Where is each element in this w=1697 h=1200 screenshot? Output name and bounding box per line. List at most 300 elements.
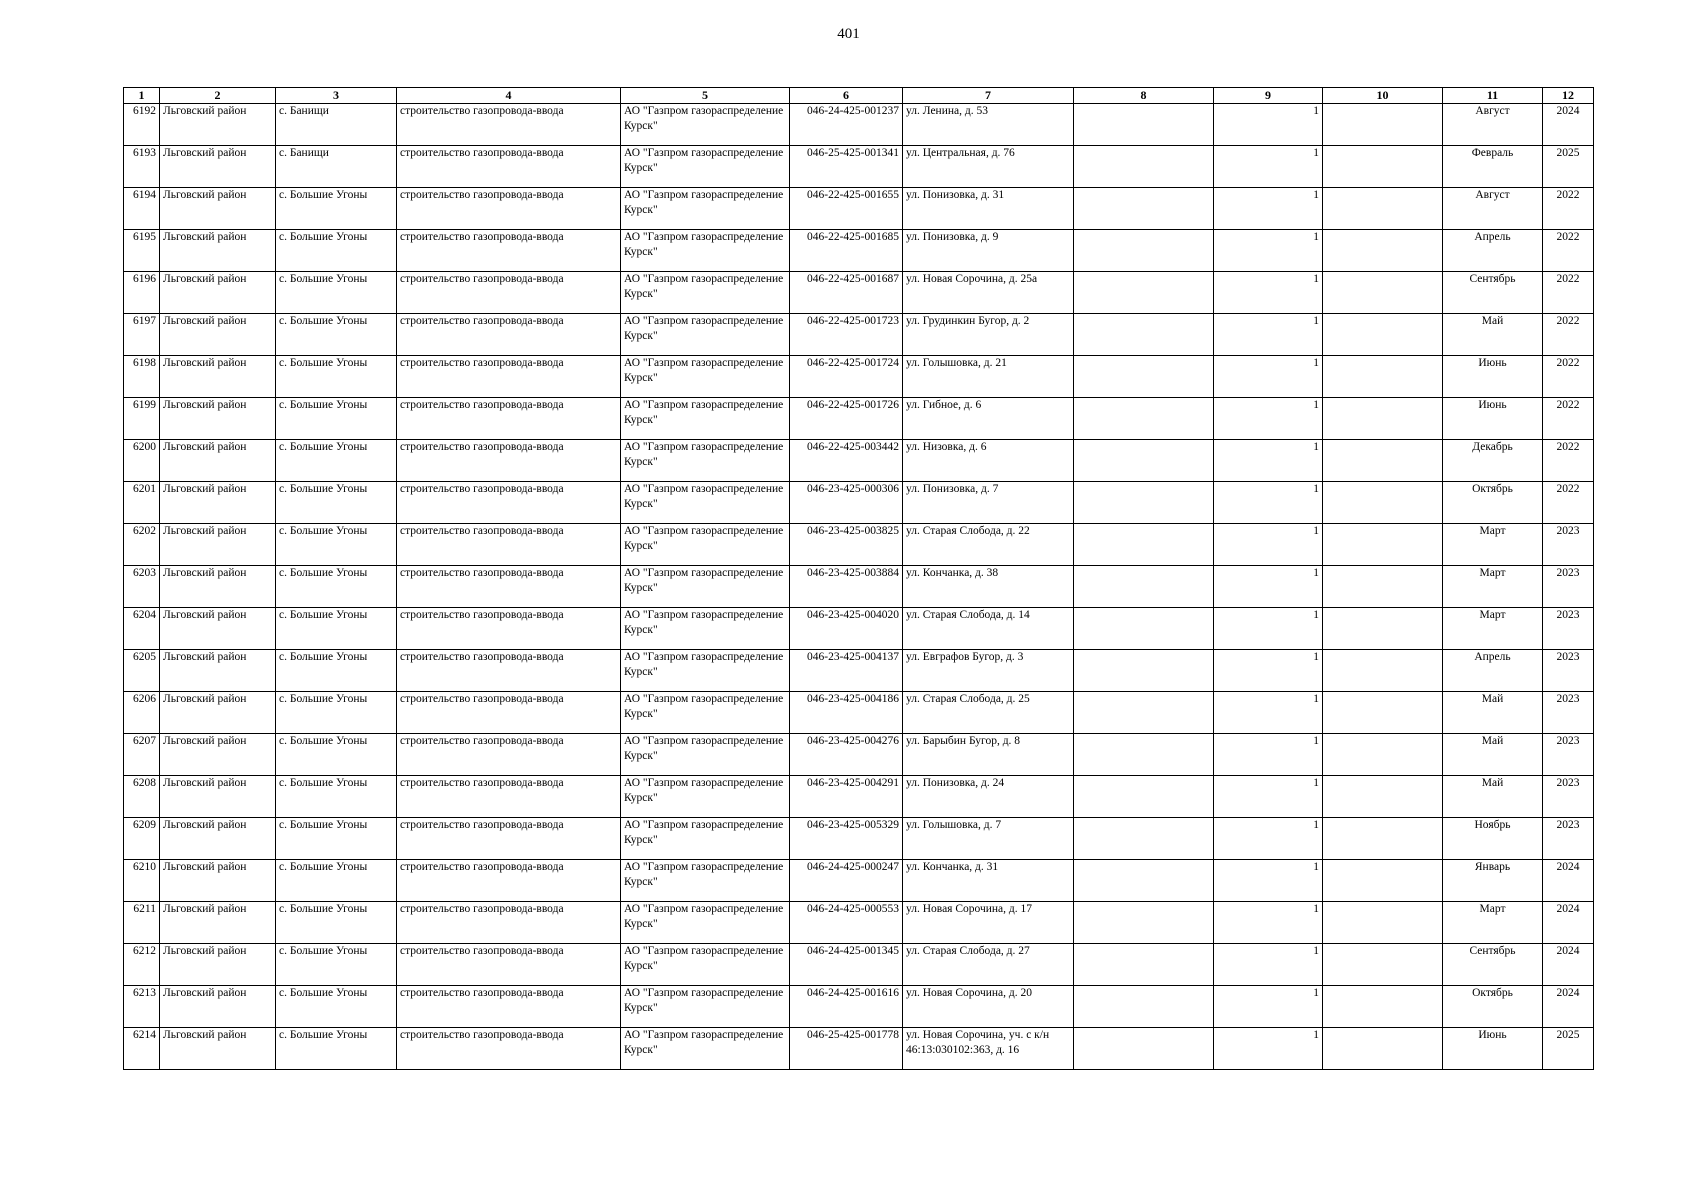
cell-settlement: с. Большие Угоны — [276, 986, 397, 1028]
table-row — [124, 188, 1594, 230]
cell-col-8 — [1074, 524, 1214, 566]
cell-organization: АО "Газпром газораспределение Курск" — [621, 566, 790, 608]
table-row — [124, 650, 1594, 692]
cell-col-10 — [1323, 398, 1443, 440]
column-header-5: 5 — [621, 88, 790, 104]
cell-settlement: с. Большие Угоны — [276, 440, 397, 482]
table-row — [124, 692, 1594, 734]
cell-organization: АО "Газпром газораспределение Курск" — [621, 860, 790, 902]
cell-quantity: 1 — [1214, 734, 1323, 776]
cell-col-10 — [1323, 986, 1443, 1028]
cell-address: ул. Старая Слобода, д. 22 — [903, 524, 1074, 566]
cell-object-code: 046-23-425-003884 — [790, 566, 903, 608]
cell-month: Апрель — [1443, 230, 1543, 272]
cell-col-8 — [1074, 482, 1214, 524]
cell-district: Льговский район — [160, 566, 276, 608]
cell-settlement: с. Большие Угоны — [276, 650, 397, 692]
cell-object-code: 046-22-425-001723 — [790, 314, 903, 356]
cell-year: 2024 — [1543, 902, 1594, 944]
cell-district: Льговский район — [160, 1028, 276, 1070]
cell-work-type: строительство газопровода-ввода — [397, 230, 621, 272]
cell-settlement: с. Большие Угоны — [276, 860, 397, 902]
cell-col-8 — [1074, 650, 1214, 692]
cell-address: ул. Барыбин Бугор, д. 8 — [903, 734, 1074, 776]
cell-year: 2022 — [1543, 314, 1594, 356]
column-header-3: 3 — [276, 88, 397, 104]
cell-district: Льговский район — [160, 398, 276, 440]
cell-row-number: 6212 — [124, 944, 160, 986]
cell-col-8 — [1074, 1028, 1214, 1070]
cell-col-10 — [1323, 440, 1443, 482]
cell-address: ул. Понизовка, д. 9 — [903, 230, 1074, 272]
table-row — [124, 314, 1594, 356]
cell-settlement: с. Большие Угоны — [276, 1028, 397, 1070]
cell-organization: АО "Газпром газораспределение Курск" — [621, 482, 790, 524]
cell-object-code: 046-22-425-001685 — [790, 230, 903, 272]
cell-row-number: 6206 — [124, 692, 160, 734]
cell-settlement: с. Банищи — [276, 104, 397, 146]
table-row — [124, 356, 1594, 398]
cell-work-type: строительство газопровода-ввода — [397, 902, 621, 944]
cell-address: ул. Гибное, д. 6 — [903, 398, 1074, 440]
cell-address: ул. Кончанка, д. 31 — [903, 860, 1074, 902]
cell-year: 2023 — [1543, 650, 1594, 692]
cell-district: Льговский район — [160, 230, 276, 272]
cell-quantity: 1 — [1214, 440, 1323, 482]
cell-row-number: 6208 — [124, 776, 160, 818]
cell-object-code: 046-23-425-004276 — [790, 734, 903, 776]
cell-object-code: 046-24-425-001237 — [790, 104, 903, 146]
cell-settlement: с. Большие Угоны — [276, 902, 397, 944]
cell-year: 2023 — [1543, 734, 1594, 776]
cell-address: ул. Низовка, д. 6 — [903, 440, 1074, 482]
table-body — [124, 104, 1594, 1070]
cell-quantity: 1 — [1214, 1028, 1323, 1070]
table-row — [124, 398, 1594, 440]
cell-year: 2022 — [1543, 482, 1594, 524]
registry-table — [123, 87, 1594, 1070]
cell-col-8 — [1074, 608, 1214, 650]
cell-month: Февраль — [1443, 146, 1543, 188]
cell-work-type: строительство газопровода-ввода — [397, 734, 621, 776]
cell-organization: АО "Газпром газораспределение Курск" — [621, 1028, 790, 1070]
cell-month: Сентябрь — [1443, 944, 1543, 986]
table-row — [124, 734, 1594, 776]
cell-address: ул. Старая Слобода, д. 27 — [903, 944, 1074, 986]
cell-year: 2022 — [1543, 230, 1594, 272]
table-row — [124, 230, 1594, 272]
table-row — [124, 608, 1594, 650]
cell-year: 2024 — [1543, 860, 1594, 902]
cell-col-8 — [1074, 230, 1214, 272]
cell-work-type: строительство газопровода-ввода — [397, 650, 621, 692]
table-row — [124, 104, 1594, 146]
table-row — [124, 146, 1594, 188]
cell-organization: АО "Газпром газораспределение Курск" — [621, 986, 790, 1028]
column-header-9: 9 — [1214, 88, 1323, 104]
cell-col-8 — [1074, 188, 1214, 230]
cell-quantity: 1 — [1214, 986, 1323, 1028]
cell-year: 2024 — [1543, 986, 1594, 1028]
cell-settlement: с. Большие Угоны — [276, 566, 397, 608]
cell-district: Льговский район — [160, 818, 276, 860]
cell-quantity: 1 — [1214, 650, 1323, 692]
cell-col-10 — [1323, 650, 1443, 692]
cell-quantity: 1 — [1214, 146, 1323, 188]
cell-settlement: с. Большие Угоны — [276, 776, 397, 818]
cell-row-number: 6213 — [124, 986, 160, 1028]
cell-organization: АО "Газпром газораспределение Курск" — [621, 608, 790, 650]
cell-quantity: 1 — [1214, 272, 1323, 314]
cell-address: ул. Новая Сорочина, д. 20 — [903, 986, 1074, 1028]
cell-district: Льговский район — [160, 692, 276, 734]
cell-row-number: 6203 — [124, 566, 160, 608]
cell-object-code: 046-23-425-003825 — [790, 524, 903, 566]
cell-work-type: строительство газопровода-ввода — [397, 608, 621, 650]
cell-col-10 — [1323, 482, 1443, 524]
cell-month: Октябрь — [1443, 482, 1543, 524]
cell-work-type: строительство газопровода-ввода — [397, 440, 621, 482]
cell-month: Март — [1443, 902, 1543, 944]
cell-object-code: 046-24-425-000247 — [790, 860, 903, 902]
cell-month: Май — [1443, 314, 1543, 356]
cell-work-type: строительство газопровода-ввода — [397, 986, 621, 1028]
cell-address: ул. Понизовка, д. 7 — [903, 482, 1074, 524]
cell-row-number: 6195 — [124, 230, 160, 272]
cell-address: ул. Старая Слобода, д. 25 — [903, 692, 1074, 734]
cell-col-8 — [1074, 272, 1214, 314]
cell-object-code: 046-25-425-001341 — [790, 146, 903, 188]
cell-year: 2023 — [1543, 566, 1594, 608]
cell-district: Льговский район — [160, 104, 276, 146]
cell-col-8 — [1074, 944, 1214, 986]
cell-object-code: 046-24-425-000553 — [790, 902, 903, 944]
cell-settlement: с. Большие Угоны — [276, 692, 397, 734]
cell-row-number: 6204 — [124, 608, 160, 650]
cell-col-10 — [1323, 272, 1443, 314]
table-row — [124, 272, 1594, 314]
cell-address: ул. Голышовка, д. 7 — [903, 818, 1074, 860]
cell-col-8 — [1074, 692, 1214, 734]
cell-col-10 — [1323, 902, 1443, 944]
cell-address: ул. Понизовка, д. 24 — [903, 776, 1074, 818]
cell-col-10 — [1323, 524, 1443, 566]
cell-year: 2023 — [1543, 524, 1594, 566]
cell-organization: АО "Газпром газораспределение Курск" — [621, 188, 790, 230]
cell-row-number: 6211 — [124, 902, 160, 944]
cell-quantity: 1 — [1214, 356, 1323, 398]
cell-year: 2023 — [1543, 692, 1594, 734]
cell-organization: АО "Газпром газораспределение Курск" — [621, 314, 790, 356]
cell-col-8 — [1074, 440, 1214, 482]
cell-district: Льговский район — [160, 440, 276, 482]
cell-settlement: с. Банищи — [276, 146, 397, 188]
cell-object-code: 046-24-425-001345 — [790, 944, 903, 986]
cell-settlement: с. Большие Угоны — [276, 230, 397, 272]
cell-quantity: 1 — [1214, 482, 1323, 524]
cell-organization: АО "Газпром газораспределение Курск" — [621, 692, 790, 734]
cell-object-code: 046-22-425-001724 — [790, 356, 903, 398]
table-row — [124, 860, 1594, 902]
cell-month: Июнь — [1443, 398, 1543, 440]
cell-district: Льговский район — [160, 356, 276, 398]
cell-work-type: строительство газопровода-ввода — [397, 188, 621, 230]
cell-organization: АО "Газпром газораспределение Курск" — [621, 734, 790, 776]
cell-object-code: 046-25-425-001778 — [790, 1028, 903, 1070]
cell-address: ул. Старая Слобода, д. 14 — [903, 608, 1074, 650]
cell-organization: АО "Газпром газораспределение Курск" — [621, 146, 790, 188]
cell-work-type: строительство газопровода-ввода — [397, 482, 621, 524]
column-header-4: 4 — [397, 88, 621, 104]
cell-row-number: 6207 — [124, 734, 160, 776]
cell-month: Октябрь — [1443, 986, 1543, 1028]
cell-quantity: 1 — [1214, 944, 1323, 986]
cell-address: ул. Грудинкин Бугор, д. 2 — [903, 314, 1074, 356]
page-number: 401 — [837, 26, 860, 42]
table-row — [124, 776, 1594, 818]
cell-district: Льговский район — [160, 146, 276, 188]
cell-row-number: 6199 — [124, 398, 160, 440]
cell-settlement: с. Большие Угоны — [276, 188, 397, 230]
cell-address: ул. Голышовка, д. 21 — [903, 356, 1074, 398]
cell-col-8 — [1074, 734, 1214, 776]
cell-col-8 — [1074, 860, 1214, 902]
cell-quantity: 1 — [1214, 104, 1323, 146]
cell-col-10 — [1323, 146, 1443, 188]
cell-year: 2025 — [1543, 146, 1594, 188]
cell-address: ул. Кончанка, д. 38 — [903, 566, 1074, 608]
cell-month: Сентябрь — [1443, 272, 1543, 314]
cell-organization: АО "Газпром газораспределение Курск" — [621, 902, 790, 944]
cell-col-10 — [1323, 818, 1443, 860]
cell-object-code: 046-22-425-001726 — [790, 398, 903, 440]
cell-col-8 — [1074, 818, 1214, 860]
cell-year: 2022 — [1543, 398, 1594, 440]
cell-row-number: 6194 — [124, 188, 160, 230]
cell-object-code: 046-23-425-000306 — [790, 482, 903, 524]
cell-work-type: строительство газопровода-ввода — [397, 818, 621, 860]
cell-quantity: 1 — [1214, 902, 1323, 944]
cell-work-type: строительство газопровода-ввода — [397, 692, 621, 734]
table-row — [124, 944, 1594, 986]
cell-district: Льговский район — [160, 608, 276, 650]
cell-row-number: 6205 — [124, 650, 160, 692]
table-row — [124, 986, 1594, 1028]
cell-district: Льговский район — [160, 902, 276, 944]
cell-year: 2022 — [1543, 272, 1594, 314]
cell-organization: АО "Газпром газораспределение Курск" — [621, 650, 790, 692]
cell-settlement: с. Большие Угоны — [276, 272, 397, 314]
cell-col-8 — [1074, 776, 1214, 818]
cell-district: Льговский район — [160, 272, 276, 314]
cell-row-number: 6214 — [124, 1028, 160, 1070]
cell-month: Декабрь — [1443, 440, 1543, 482]
cell-district: Льговский район — [160, 524, 276, 566]
cell-month: Март — [1443, 566, 1543, 608]
cell-object-code: 046-23-425-004137 — [790, 650, 903, 692]
cell-month: Июнь — [1443, 1028, 1543, 1070]
cell-month: Январь — [1443, 860, 1543, 902]
cell-year: 2022 — [1543, 356, 1594, 398]
cell-col-10 — [1323, 188, 1443, 230]
cell-month: Май — [1443, 734, 1543, 776]
cell-object-code: 046-23-425-005329 — [790, 818, 903, 860]
cell-work-type: строительство газопровода-ввода — [397, 104, 621, 146]
cell-col-10 — [1323, 566, 1443, 608]
cell-col-8 — [1074, 902, 1214, 944]
cell-quantity: 1 — [1214, 860, 1323, 902]
column-header-6: 6 — [790, 88, 903, 104]
cell-work-type: строительство газопровода-ввода — [397, 272, 621, 314]
cell-work-type: строительство газопровода-ввода — [397, 776, 621, 818]
cell-object-code: 046-22-425-001655 — [790, 188, 903, 230]
cell-organization: АО "Газпром газораспределение Курск" — [621, 398, 790, 440]
cell-address: ул. Центральная, д. 76 — [903, 146, 1074, 188]
cell-object-code: 046-22-425-003442 — [790, 440, 903, 482]
cell-month: Март — [1443, 608, 1543, 650]
cell-row-number: 6192 — [124, 104, 160, 146]
cell-object-code: 046-23-425-004291 — [790, 776, 903, 818]
cell-col-8 — [1074, 104, 1214, 146]
cell-row-number: 6209 — [124, 818, 160, 860]
cell-col-10 — [1323, 314, 1443, 356]
cell-quantity: 1 — [1214, 398, 1323, 440]
table-row — [124, 818, 1594, 860]
cell-row-number: 6200 — [124, 440, 160, 482]
cell-year: 2024 — [1543, 104, 1594, 146]
cell-month: Май — [1443, 776, 1543, 818]
cell-address: ул. Евграфов Бугор, д. 3 — [903, 650, 1074, 692]
cell-col-10 — [1323, 104, 1443, 146]
table-row — [124, 902, 1594, 944]
cell-month: Март — [1443, 524, 1543, 566]
table-header — [124, 88, 1594, 104]
cell-work-type: строительство газопровода-ввода — [397, 146, 621, 188]
cell-district: Льговский район — [160, 482, 276, 524]
cell-quantity: 1 — [1214, 524, 1323, 566]
cell-organization: АО "Газпром газораспределение Курск" — [621, 356, 790, 398]
cell-col-8 — [1074, 146, 1214, 188]
cell-settlement: с. Большие Угоны — [276, 818, 397, 860]
cell-work-type: строительство газопровода-ввода — [397, 1028, 621, 1070]
cell-month: Май — [1443, 692, 1543, 734]
cell-object-code: 046-22-425-001687 — [790, 272, 903, 314]
table-row — [124, 1028, 1594, 1070]
cell-col-10 — [1323, 230, 1443, 272]
cell-col-10 — [1323, 608, 1443, 650]
cell-work-type: строительство газопровода-ввода — [397, 314, 621, 356]
cell-district: Льговский район — [160, 188, 276, 230]
table-row — [124, 566, 1594, 608]
cell-address: ул. Понизовка, д. 31 — [903, 188, 1074, 230]
cell-work-type: строительство газопровода-ввода — [397, 566, 621, 608]
cell-month: Июнь — [1443, 356, 1543, 398]
cell-row-number: 6193 — [124, 146, 160, 188]
cell-year: 2022 — [1543, 188, 1594, 230]
cell-year: 2023 — [1543, 818, 1594, 860]
header-row — [124, 88, 1594, 104]
cell-col-10 — [1323, 860, 1443, 902]
cell-settlement: с. Большие Угоны — [276, 398, 397, 440]
cell-quantity: 1 — [1214, 188, 1323, 230]
cell-object-code: 046-23-425-004020 — [790, 608, 903, 650]
cell-quantity: 1 — [1214, 566, 1323, 608]
cell-district: Льговский район — [160, 944, 276, 986]
cell-settlement: с. Большие Угоны — [276, 314, 397, 356]
cell-quantity: 1 — [1214, 818, 1323, 860]
cell-district: Льговский район — [160, 650, 276, 692]
column-header-12: 12 — [1543, 88, 1594, 104]
cell-organization: АО "Газпром газораспределение Курск" — [621, 440, 790, 482]
cell-row-number: 6202 — [124, 524, 160, 566]
cell-quantity: 1 — [1214, 314, 1323, 356]
cell-settlement: с. Большие Угоны — [276, 356, 397, 398]
cell-work-type: строительство газопровода-ввода — [397, 944, 621, 986]
cell-year: 2023 — [1543, 776, 1594, 818]
cell-organization: АО "Газпром газораспределение Курск" — [621, 104, 790, 146]
table-row — [124, 482, 1594, 524]
cell-year: 2023 — [1543, 608, 1594, 650]
cell-object-code: 046-23-425-004186 — [790, 692, 903, 734]
cell-row-number: 6196 — [124, 272, 160, 314]
cell-work-type: строительство газопровода-ввода — [397, 860, 621, 902]
cell-year: 2025 — [1543, 1028, 1594, 1070]
cell-year: 2024 — [1543, 944, 1594, 986]
cell-district: Льговский район — [160, 860, 276, 902]
cell-address: ул. Ленина, д. 53 — [903, 104, 1074, 146]
cell-settlement: с. Большие Угоны — [276, 944, 397, 986]
cell-settlement: с. Большие Угоны — [276, 524, 397, 566]
cell-organization: АО "Газпром газораспределение Курск" — [621, 230, 790, 272]
cell-quantity: 1 — [1214, 692, 1323, 734]
cell-col-8 — [1074, 314, 1214, 356]
cell-object-code: 046-24-425-001616 — [790, 986, 903, 1028]
cell-row-number: 6198 — [124, 356, 160, 398]
cell-col-10 — [1323, 1028, 1443, 1070]
cell-col-8 — [1074, 986, 1214, 1028]
cell-row-number: 6201 — [124, 482, 160, 524]
column-header-2: 2 — [160, 88, 276, 104]
cell-organization: АО "Газпром газораспределение Курск" — [621, 944, 790, 986]
cell-work-type: строительство газопровода-ввода — [397, 524, 621, 566]
cell-district: Льговский район — [160, 986, 276, 1028]
cell-col-10 — [1323, 944, 1443, 986]
cell-col-10 — [1323, 734, 1443, 776]
cell-address: ул. Новая Сорочина, д. 17 — [903, 902, 1074, 944]
cell-year: 2022 — [1543, 440, 1594, 482]
column-header-8: 8 — [1074, 88, 1214, 104]
cell-address: ул. Новая Сорочина, уч. с к/н 46:13:030102:363, д. 16 — [903, 1028, 1074, 1070]
cell-organization: АО "Газпром газораспределение Курск" — [621, 524, 790, 566]
cell-settlement: с. Большие Угоны — [276, 482, 397, 524]
cell-district: Льговский район — [160, 776, 276, 818]
table-row — [124, 440, 1594, 482]
cell-col-8 — [1074, 566, 1214, 608]
cell-district: Льговский район — [160, 314, 276, 356]
cell-organization: АО "Газпром газораспределение Курск" — [621, 818, 790, 860]
column-header-7: 7 — [903, 88, 1074, 104]
cell-settlement: с. Большие Угоны — [276, 734, 397, 776]
cell-row-number: 6210 — [124, 860, 160, 902]
cell-col-10 — [1323, 776, 1443, 818]
cell-month: Август — [1443, 188, 1543, 230]
cell-month: Ноябрь — [1443, 818, 1543, 860]
cell-month: Апрель — [1443, 650, 1543, 692]
table-row — [124, 524, 1594, 566]
cell-organization: АО "Газпром газораспределение Курск" — [621, 776, 790, 818]
cell-work-type: строительство газопровода-ввода — [397, 356, 621, 398]
cell-quantity: 1 — [1214, 776, 1323, 818]
